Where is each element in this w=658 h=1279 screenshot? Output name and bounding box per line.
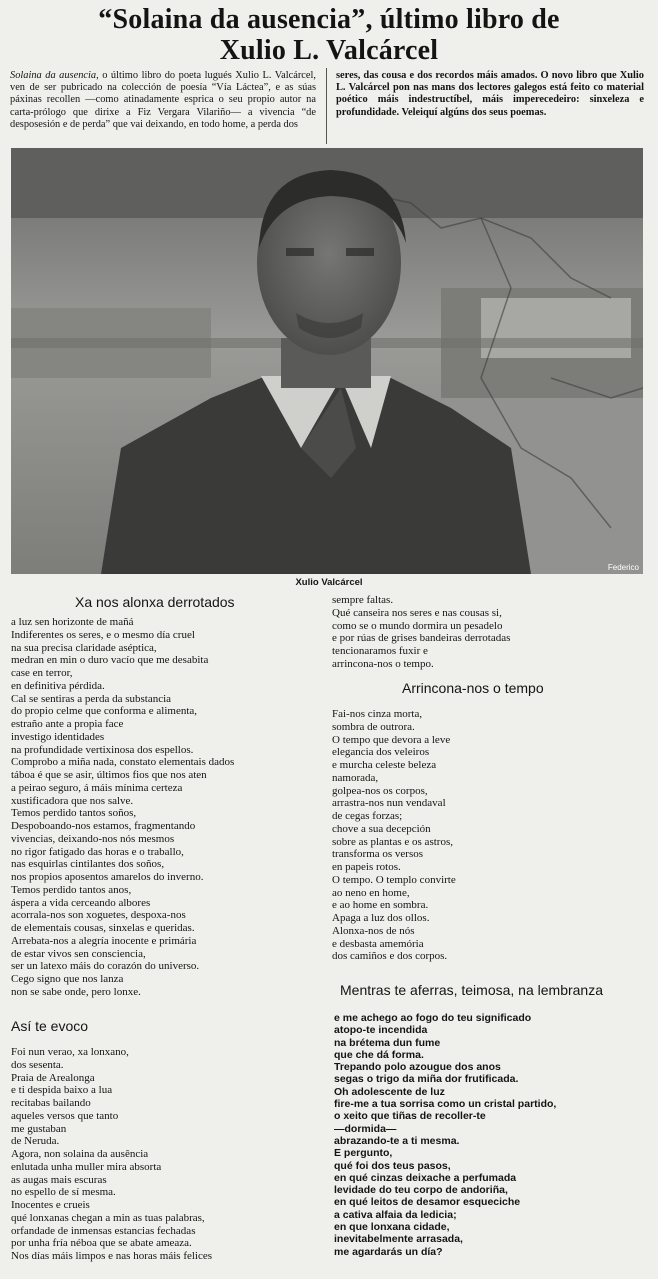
headline-line-1: “Solaina da ausencia”, último libro de [98,4,560,35]
poem-line: ao neno en home, [332,886,410,899]
poem-line: qué foi dos teus pasos, [334,1159,451,1172]
article-headline [0,4,658,66]
poem-line: tencionaramos fuxir e [332,645,428,657]
poem-line: Indiferentes os seres, e o mesmo día cruel [11,628,195,641]
poem-line: de elementais cousas, sinxelas e queridas. [11,922,195,934]
poem-line: a luz sen horizonte de mañá [11,616,134,628]
poem-line: sobre as plantas e os astros, [332,835,453,848]
poem-line: e por rúas de grises bandeiras derrotadas [332,632,511,645]
poem-body-mentras-te-aferras [334,1012,556,1258]
poem-line: E pergunto, [334,1147,393,1160]
poem-line: case en terror, [11,667,73,679]
poem-line: e desbasta amemória [332,937,424,950]
poem-line: arrincona-nos o tempo. [332,657,434,670]
photo-credit: Federico [607,563,639,572]
poem-line: que che dá forma. [334,1048,424,1061]
poem-line: as augas mais escuras [11,1173,107,1186]
poem-line: namorada, [332,771,379,784]
headline-line-2: Xulio L. Valcárcel [219,35,439,66]
poem-line: Comprobo a miña nada, constato elementais dados [11,756,235,769]
poem-body-xa-nos-alonxa [11,616,234,999]
poem-line: táboa é que se asir, últimos fios que nos aten [11,769,207,781]
poem-line: na brétema dun fume [334,1036,441,1049]
poem-body-continuation [332,594,510,671]
poem-line: recitabas bailando [11,1097,91,1109]
poem-line: abrazando-te a ti mesma. [334,1134,460,1147]
poem-line: inevitabelmente arrasada, [334,1233,463,1246]
poem-line: golpea-nos os corpos, [332,784,428,797]
poem-line: dos sesenta. [11,1058,64,1071]
poem-line: por unha fría néboa que se abate ameaza. [11,1237,192,1250]
poem-line: Agora, non solaina da ausência [11,1148,149,1160]
intro-column-left [10,70,316,131]
intro-column-right [336,70,644,119]
poem-title-arrincona-nos: Arrincona-nos o tempo [402,680,544,696]
poem-line: Foi nun verao, xa lonxano, [11,1046,129,1058]
poem-line: fire-me a tua sorrisa como un cristal partido, [334,1098,557,1111]
poem-line: Qué canseira nos seres e nas cousas si, [332,606,502,619]
poem-line: —dormida— [334,1122,397,1135]
poem-title-asi-te-evoco: Así te evoco [11,1018,89,1034]
poem-line: en definitiva pérdida. [11,679,105,692]
poem-line: chove a sua decepción [332,822,431,835]
poem-line: Cal se sentiras a perda da substancia [11,692,172,705]
poem-line: de estar vivos sen consciencia, [11,947,146,960]
poem-line: áspera a vida cerceando albores [11,896,151,909]
poem-line: no rigor fatigado das horas e o traballo, [11,845,184,858]
poem-line: en qué leitos de desamor esqueciche [334,1196,521,1209]
poem-line: Despoboando-nos estamos, fragmentando [11,820,196,832]
poem-line: e murcha celeste beleza [332,759,437,771]
poem-line: Praia de Arealonga [11,1071,95,1084]
poem-line: na sua precisa claridade aséptica, [11,641,157,654]
poem-line: ser un latexo máis do corazón do universo. [11,960,200,973]
poem-title-mentras-te-aferras: Mentras te aferras, teimosa, na lembranza [340,982,604,998]
poem-line: en qué cinzas deixache a perfumada [334,1171,517,1184]
poem-body-asi-te-evoco [11,1046,212,1263]
poem-line: a peirao seguro, á máis mínima certeza [11,781,183,794]
poem-line: no espello de sí mesma. [11,1186,116,1199]
poem-line: O tempo. O templo convirte [332,873,456,886]
poem-line: arrastra-nos nun vendaval [332,797,446,810]
poem-body-arrincona-nos [332,708,456,963]
poem-line: Inocentes e crueis [11,1199,90,1211]
column-divider [326,68,327,144]
poem-line: me agardarás un día? [334,1245,443,1258]
poem-line: e ti despida baixo a lua [11,1084,113,1097]
poem-line: me gustaban [11,1122,67,1135]
poem-line: O tempo que devora a leve [332,733,451,746]
book-title-italic: Solaina da ausencia [10,70,97,81]
poem-line: atopo-te incendida [334,1024,428,1037]
poem-line: Cego signo que nos lanza [11,973,124,985]
poem-line: en papeis rotos. [332,861,401,873]
poem-line: nos propios aposentos amarelos do inverno. [11,871,204,883]
author-photo-image [11,148,643,574]
photo-caption: Xulio Valcárcel [295,577,363,588]
poem-line: dos camiños e dos corpos. [332,950,448,963]
poem-line: orfandade de inmensas estancias fechadas [11,1224,196,1237]
poem-line: Trepando polo azougue dos anos [334,1061,501,1074]
intro-right-text: seres, das cousa e dos recordos máis amados. O novo libro que Xulio L. Valcárcel pon nas mans dos lectores galegos está feito co material poético máis indestructíbel, máis imperecedeiro: sinxeleza e profundidade. Veleiquí algúns dos seus poemas. [336,70,644,118]
poem-line: Temos perdido tantos soños, [11,807,137,820]
poem-line: a cativa alfaia da ledicia; [334,1208,457,1221]
poem-line: segas o trigo da miña dor frutificada. [334,1073,519,1086]
poem-line: sempre faltas. [332,594,394,606]
poem-line: Arrebata-nos a alegría inocente e primária [11,934,197,947]
poem-line: Temos perdido tantos anos, [11,883,132,896]
poem-line: sombra de outrora. [332,720,415,733]
poem-line: estraño ante a propia face [11,718,124,730]
poem-line: non se sabe onde, pero lonxe. [11,985,141,998]
poem-line: do propio celme que conforma e alimenta, [11,705,198,718]
poem-line: xustificadora que nos salve. [11,794,134,807]
poem-line: e ao home en sombra. [332,899,429,912]
poem-line: vivencias, deixando-nos nós mesmos [11,832,175,845]
poem-title-xa-nos-alonxa: Xa nos alonxa derrotados [75,594,235,610]
poem-line: Nos días máis limpos e nas horas máis felices [11,1250,213,1262]
poem-line: nas esquirlas cintilantes dos soños, [11,858,165,871]
poem-line: o xeito que tiñas de recoller-te [334,1110,486,1123]
poem-line: qué lonxanas chegan a min as tuas palabras, [11,1211,205,1224]
intro-left-text: , o último libro do poeta lugués Xulio L. Valcárcel, ven de ser pubricado na colección de poesía “Vía Láctea”, e as súas páxinas recollen —como atinadamente esprica o seu propio autor na carta-prólogo que dirixe a Fiz Vergara Vilariño— a vivencia “de desposesión e de perda” que vai deixando, en todo home, a perda dos [10,70,316,130]
poem-line: investigo identidades [11,730,105,743]
poem-line: na profundidade vertixinosa dos espellos. [11,743,194,756]
poem-line: en que lonxana cidade, [334,1221,450,1234]
poem-line: transforma os versos [332,848,424,861]
poem-line: levidade do teu corpo de andoriña, [334,1184,508,1197]
author-photo [11,148,643,574]
poem-line: Oh adolescente de luz [334,1085,445,1098]
poem-line: aqueles versos que tanto [11,1109,119,1122]
poem-line: e me achego ao fogo do teu significado [334,1012,532,1024]
poem-line: Fai-nos cinza morta, [332,708,423,720]
poem-line: como se o mundo dormira un pesadelo [332,619,503,632]
poem-line: de cegas forzas; [332,810,403,822]
poem-line: elegancia dos veleiros [332,746,430,759]
poem-line: Apaga a luz dos ollos. [332,912,430,924]
poem-line: enlutada unha muller mira absorta [11,1160,162,1173]
poem-line: Alonxa-nos de nós [332,924,415,937]
poem-line: medran en min o duro vacío que me desabita [11,654,209,667]
poem-line: acorrala-nos son xoguetes, despoxa-nos [11,909,186,922]
poem-line: de Neruda. [11,1135,60,1148]
